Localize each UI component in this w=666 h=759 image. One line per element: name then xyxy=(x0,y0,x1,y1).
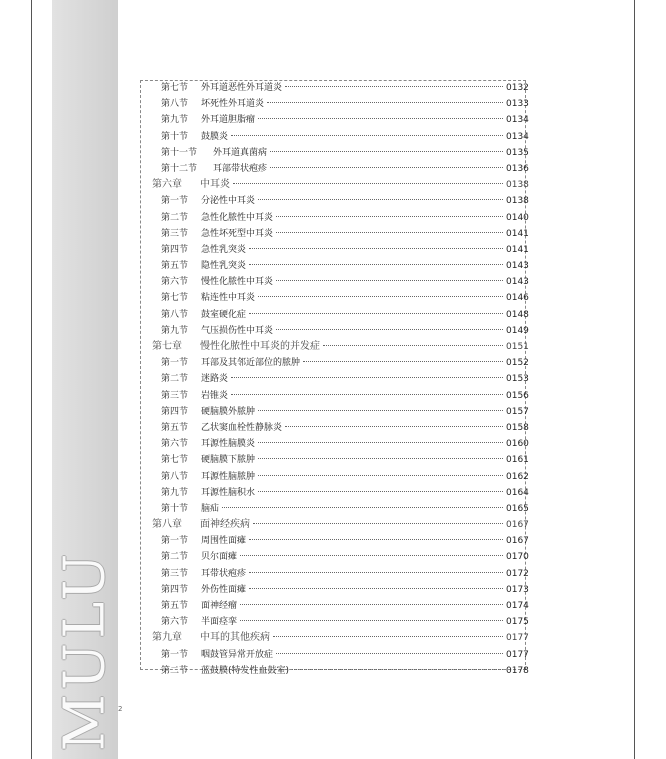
toc-entry-page: 0134 xyxy=(506,131,529,142)
toc-entry-number: 第二节 xyxy=(161,374,189,385)
toc-entry-title: 外耳道真菌病 xyxy=(213,147,268,158)
toc-entry-number: 第六节 xyxy=(161,277,189,288)
toc-entry-page: 0132 xyxy=(506,83,529,93)
toc-entry-page: 0140 xyxy=(506,212,529,223)
toc-entry-page: 0172 xyxy=(506,568,529,579)
toc-dot-leader xyxy=(258,296,503,297)
toc-section-row[interactable] xyxy=(140,274,528,290)
toc-entry-title: 半面痉挛 xyxy=(201,617,238,628)
toc-entry-title: 硬脑膜外脓肿 xyxy=(201,406,256,417)
toc-section-row[interactable] xyxy=(140,388,528,404)
toc-dot-leader xyxy=(249,264,503,265)
toc-entry-title: 迷路炎 xyxy=(201,374,229,385)
toc-entry-number: 第九节 xyxy=(161,325,189,336)
toc-entry-page: 0162 xyxy=(506,471,529,482)
toc-dot-leader xyxy=(323,345,503,346)
toc-section-row[interactable] xyxy=(140,533,528,549)
toc-section-row[interactable] xyxy=(140,307,528,323)
toc-section-row[interactable] xyxy=(140,404,528,420)
toc-section-row[interactable] xyxy=(140,145,528,161)
toc-entry-number: 第二节 xyxy=(161,212,189,223)
toc-entry-page: 0178 xyxy=(506,665,529,676)
toc-entry-number: 第四节 xyxy=(161,584,189,595)
toc-dot-leader xyxy=(249,248,503,249)
toc-dot-leader xyxy=(240,555,503,556)
toc-entry-page: 0138 xyxy=(506,180,529,191)
toc-entry-title: 坏死性外耳道炎 xyxy=(201,99,265,110)
toc-dot-leader xyxy=(258,442,503,443)
toc-entry-page: 0167 xyxy=(506,520,529,531)
toc-section-row[interactable] xyxy=(140,242,528,258)
toc-entry-number: 第三节 xyxy=(161,228,189,239)
toc-dot-leader xyxy=(249,539,503,540)
toc-entry-page: 0157 xyxy=(506,406,529,417)
toc-entry-title: 耳带状疱疹 xyxy=(201,568,247,579)
toc-entry-page: 0146 xyxy=(506,293,529,304)
toc-entry-title: 慢性化脓性中耳炎 xyxy=(201,277,274,288)
toc-entry-page: 0174 xyxy=(506,601,529,611)
toc-dot-leader xyxy=(276,216,503,217)
toc-entry-page: 0164 xyxy=(506,487,529,498)
toc-entry-number: 第八章 xyxy=(152,519,182,531)
toc-entry-number: 第七节 xyxy=(161,455,189,466)
toc-entry-page: 0152 xyxy=(506,358,529,369)
toc-entry-number: 第一节 xyxy=(161,358,189,369)
toc-dot-leader xyxy=(258,118,503,119)
toc-entry-page: 0177 xyxy=(506,649,529,660)
toc-chapter-row[interactable] xyxy=(140,339,528,355)
toc-dot-leader xyxy=(253,523,503,524)
toc-entry-title: 咽鼓管异常开放症 xyxy=(201,649,274,660)
toc-entry-page: 0141 xyxy=(506,244,529,255)
toc-dot-leader xyxy=(249,313,503,314)
toc-section-row[interactable] xyxy=(140,226,528,242)
toc-dot-leader xyxy=(292,669,503,670)
toc-entry-title: 外耳道恶性外耳道炎 xyxy=(201,83,283,93)
toc-entry-number: 第二节 xyxy=(161,665,189,676)
toc-entry-number: 第五节 xyxy=(161,601,189,611)
toc-dot-leader xyxy=(249,572,503,573)
toc-entry-page: 0143 xyxy=(506,277,529,288)
toc-entry-title: 隐性乳突炎 xyxy=(201,261,247,272)
toc-section-row[interactable] xyxy=(140,485,528,501)
toc-dot-leader xyxy=(276,232,503,233)
toc-section-row[interactable] xyxy=(140,129,528,145)
toc-entry-title: 鼓膜炎 xyxy=(201,131,229,142)
toc-dot-leader xyxy=(258,491,503,492)
toc-dot-leader xyxy=(276,329,503,330)
toc-dot-leader xyxy=(249,588,503,589)
toc-section-row[interactable] xyxy=(140,549,528,565)
toc-section-row[interactable] xyxy=(140,469,528,485)
toc-entry-page: 0143 xyxy=(506,261,529,272)
toc-entry-number: 第四节 xyxy=(161,244,189,255)
toc-entry-page: 0173 xyxy=(506,584,529,595)
toc-entry-title: 外耳道胆脂瘤 xyxy=(201,115,256,126)
toc-dot-leader xyxy=(231,135,503,136)
toc-dot-leader xyxy=(303,361,503,362)
toc-entry-page: 0136 xyxy=(506,163,529,174)
toc-dot-leader xyxy=(285,426,503,427)
toc-dot-leader xyxy=(240,604,503,605)
toc-dot-leader xyxy=(258,199,503,200)
toc-entry-number: 第六节 xyxy=(161,439,189,450)
toc-entry-number: 第十节 xyxy=(161,131,189,142)
toc-dot-leader xyxy=(258,410,503,411)
toc-section-row[interactable] xyxy=(140,598,528,614)
toc-section-row[interactable] xyxy=(140,582,528,598)
toc-section-row[interactable] xyxy=(140,566,528,582)
toc-entry-page: 0175 xyxy=(506,617,529,628)
toc-entry-title: 蓝鼓膜(特发性血鼓室) xyxy=(201,665,290,676)
left-margin-rule xyxy=(31,0,32,759)
toc-entry-title: 急性乳突炎 xyxy=(201,244,247,255)
toc-section-row[interactable] xyxy=(140,161,528,177)
toc-dot-leader xyxy=(276,653,503,654)
toc-section-row[interactable] xyxy=(140,452,528,468)
toc-entry-page: 0160 xyxy=(506,439,529,450)
toc-entry-number: 第六节 xyxy=(161,617,189,628)
toc-entry-number: 第九节 xyxy=(161,487,189,498)
toc-entry-title: 中耳的其他疾病 xyxy=(200,632,270,644)
toc-entry-title: 面神经疾病 xyxy=(200,519,250,531)
toc-section-row[interactable] xyxy=(140,80,528,96)
toc-dot-leader xyxy=(258,458,503,459)
toc-entry-title: 耳源性脑脓肿 xyxy=(201,471,256,482)
toc-dot-leader xyxy=(270,167,503,168)
toc-entry-page: 0156 xyxy=(506,390,529,401)
toc-entry-number: 第六章 xyxy=(152,179,182,191)
toc-entry-title: 岩锥炎 xyxy=(201,390,229,401)
toc-entry-title: 分泌性中耳炎 xyxy=(201,196,256,207)
toc-section-row[interactable] xyxy=(140,436,528,452)
side-title xyxy=(52,545,118,755)
toc-entry-page: 0148 xyxy=(506,309,529,320)
toc-entry-number: 第一节 xyxy=(161,649,189,660)
toc-section-row[interactable] xyxy=(140,371,528,387)
toc-entry-title: 鼓室硬化症 xyxy=(201,309,247,320)
toc-entry-number: 第二节 xyxy=(161,552,189,563)
toc-chapter-row[interactable] xyxy=(140,177,528,193)
toc-section-row[interactable] xyxy=(140,323,528,339)
toc-entry-title: 贝尔面瘫 xyxy=(201,552,238,563)
toc-entry-title: 乙状窦血栓性静脉炎 xyxy=(201,422,283,433)
right-margin-rule xyxy=(634,0,635,759)
toc-entry-page: 0151 xyxy=(506,342,529,352)
toc-section-row[interactable] xyxy=(140,647,528,663)
toc-dot-leader xyxy=(276,280,503,281)
toc-entry-title: 周围性面瘫 xyxy=(201,536,247,547)
toc-entry-number: 第七章 xyxy=(152,341,182,352)
toc-section-row[interactable] xyxy=(140,420,528,436)
toc-entry-title: 中耳炎 xyxy=(200,179,230,191)
toc-entry-number: 第四节 xyxy=(161,406,189,417)
toc-entry-number: 第十节 xyxy=(161,503,189,514)
toc-entry-page: 0141 xyxy=(506,228,529,239)
toc-dot-leader xyxy=(273,636,503,637)
toc-entry-title: 外伤性面瘫 xyxy=(201,584,247,595)
toc-section-row[interactable] xyxy=(140,501,528,517)
toc-section-row[interactable] xyxy=(140,112,528,128)
toc-section-row[interactable] xyxy=(140,193,528,209)
toc-entry-title: 硬脑膜下脓肿 xyxy=(201,455,256,466)
side-title-text: MULU xyxy=(52,549,118,751)
toc-entry-title: 脑疝 xyxy=(201,503,220,514)
toc-chapter-row[interactable] xyxy=(140,517,528,533)
toc-entry-number: 第十一节 xyxy=(161,147,198,158)
toc-section-row[interactable] xyxy=(140,663,528,679)
toc-section-row[interactable] xyxy=(140,290,528,306)
toc-section-row[interactable] xyxy=(140,210,528,226)
toc-entry-page: 0165 xyxy=(506,503,529,514)
toc-entry-title: 耳部带状疱疹 xyxy=(213,163,268,174)
toc-entry-number: 第三节 xyxy=(161,390,189,401)
toc-entry-page: 0161 xyxy=(506,455,529,466)
toc-entry-number: 第五节 xyxy=(161,261,189,272)
toc-entry-number: 第一节 xyxy=(161,196,189,207)
toc-entry-page: 0134 xyxy=(506,115,529,126)
toc-entry-title: 粘连性中耳炎 xyxy=(201,293,256,304)
toc-dot-leader xyxy=(285,86,503,87)
toc-chapter-row[interactable] xyxy=(140,630,528,646)
toc-section-row[interactable] xyxy=(140,614,528,630)
toc-entry-page: 0170 xyxy=(506,552,529,563)
toc-entry-number: 第七节 xyxy=(161,83,189,93)
toc-entry-title: 耳部及其邻近部位的脓肿 xyxy=(201,358,301,369)
toc-entry-page: 0133 xyxy=(506,99,529,110)
toc-entry-number: 第九节 xyxy=(161,115,189,126)
toc-entry-number: 第五节 xyxy=(161,422,189,433)
toc-entry-number: 第七节 xyxy=(161,293,189,304)
toc-dot-leader xyxy=(240,620,503,621)
toc-entry-number: 第十二节 xyxy=(161,163,198,174)
toc-section-row[interactable] xyxy=(140,258,528,274)
page-number: 2 xyxy=(118,705,123,713)
toc-entry-number: 第八节 xyxy=(161,99,189,110)
toc-entry-number: 第八节 xyxy=(161,471,189,482)
toc-entry-number: 第三节 xyxy=(161,568,189,579)
toc-dot-leader xyxy=(258,475,503,476)
toc-dot-leader xyxy=(267,102,503,103)
toc-entry-page: 0149 xyxy=(506,325,529,336)
toc-entry-title: 耳源性脑膜炎 xyxy=(201,439,256,450)
toc-entry-title: 面神经瘤 xyxy=(201,601,238,611)
toc-entry-page: 0138 xyxy=(506,196,529,207)
toc-entry-title: 慢性化脓性中耳炎的并发症 xyxy=(200,341,320,352)
toc-entry-title: 急性化脓性中耳炎 xyxy=(201,212,274,223)
toc-dot-leader xyxy=(233,183,503,184)
toc-entry-page: 0153 xyxy=(506,374,529,385)
toc-entry-number: 第一节 xyxy=(161,536,189,547)
toc-entry-title: 耳源性脑积水 xyxy=(201,487,256,498)
toc-section-row[interactable] xyxy=(140,355,528,371)
toc-dot-leader xyxy=(270,151,503,152)
toc-section-row[interactable] xyxy=(140,96,528,112)
toc-dot-leader xyxy=(231,394,503,395)
toc-entry-page: 0135 xyxy=(506,147,529,158)
toc-entry-title: 气压损伤性中耳炎 xyxy=(201,325,274,336)
toc-entry-page: 0177 xyxy=(506,633,529,644)
toc-entry-page: 0158 xyxy=(506,422,529,433)
toc-entry-page: 0167 xyxy=(506,536,529,547)
toc-dot-leader xyxy=(231,377,503,378)
toc-dot-leader xyxy=(222,507,503,508)
toc-entry-title: 急性坏死型中耳炎 xyxy=(201,228,274,239)
toc-entry-number: 第九章 xyxy=(152,632,182,644)
toc-entry-number: 第八节 xyxy=(161,309,189,320)
table-of-contents xyxy=(140,80,528,679)
